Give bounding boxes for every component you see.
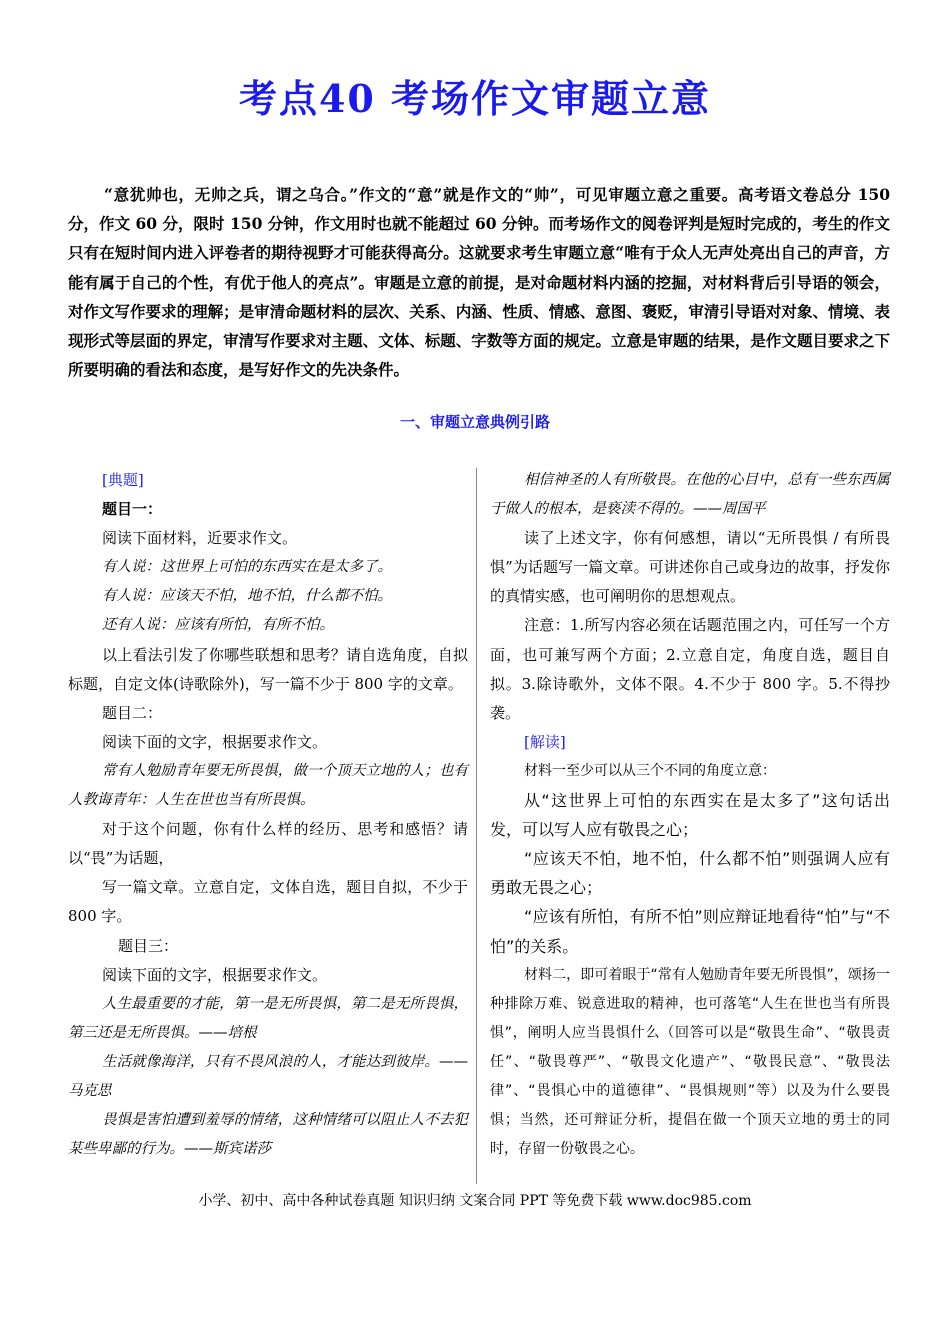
left-column	[68, 466, 468, 1164]
page-footer: 小学、初中、高中各种试卷真题 知识归纳 文案合同 PPT 等免费下载 www.doc985.com	[198, 1193, 752, 1209]
analysis-line-1: 材料一至少可以从三个不同的角度立意：	[524, 762, 776, 779]
section-heading: 一、审题立意典例引路	[399, 413, 550, 431]
question-1-material-2: 有人说：应该天不怕，地不怕，什么都不怕。	[102, 588, 392, 605]
analysis-line-2: 从“这世界上可怕的东西实在是太多了”这句话出发，可以写人应有敬畏之心；	[490, 791, 890, 840]
intro-text: “意犹帅也，无帅之兵，谓之乌合。”作文的“意”就是作文的“帅”，可见审题立意之重要。高考语文卷总分 150 分，作文 60 分，限时 150 分钟，作文用时也就不能超过 60 分钟。而考场作文的阅卷评判是短时完成的，考生的作文只有在短时间内进入评卷者的期待视野才可能获得高分。这就要求考生审题立意“唯有于众人无声处亮出自己的声音，方能有属于自己的个性，有优于他人的亮点”。审题是立意的前提，是对命题材料内涵的挖掘，对材料背后引导语的领会，对作文写作要求的理解；是审清命题材料的层次、关系、内涵、性质、情感、意图、褒贬，审清引导语对对象、情境、表现形式等层面的界定，审清写作要求对主题、文体、标题、字数等方面的规定。立意是审题的结果，是作文题目要求之下所要明确的看法和态度，是写好作文的先决条件。	[68, 185, 890, 380]
question-2-material: 常有人勉励青年要无所畏惧，做一个顶天立地的人；也有人教诲青年：人生在世也当有所畏惧。	[68, 762, 468, 809]
example-tag: [典题]	[102, 471, 144, 489]
question-3-quote-zhou: 相信神圣的人有所敬畏。在他的心目中，总有一些东西属于做人的根本，是亵渎不得的。——周国平	[490, 472, 890, 518]
question-2-question: 对于这个问题，你有什么样的经历、思考和感悟？请以“畏”为话题，	[68, 820, 468, 868]
question-3-instruction: 阅读下面的文字，根据要求作文。	[102, 965, 328, 984]
page-title: 考点40 考场作文审题立意	[238, 76, 712, 121]
question-3-label: 题目三：	[118, 936, 179, 955]
question-1-requirement: 以上看法引发了你哪些联想和思考？请自选角度，自拟标题，自定文体(诗歌除外)，写一篇不少于 800 字的文章。	[68, 645, 468, 693]
question-3-requirement: 读了上述文字，你有何感想，请以“无所畏惧 / 有所畏惧”为话题写一篇文章。可讲述你自己或身边的故事，抒发你的真情实感，也可阐明你的思想观点。	[490, 529, 890, 606]
question-1-instruction: 阅读下面材料，近要求作文。	[102, 529, 298, 548]
question-1-material-1: 有人说：这世界上可怕的东西实在是太多了。	[102, 559, 392, 576]
column-divider	[476, 468, 477, 1184]
intro-paragraph	[68, 180, 890, 384]
question-3-quote-bacon: 人生最重要的才能，第一是无所畏惧，第二是无所畏惧，第三还是无所畏惧。——培根	[68, 995, 468, 1041]
right-column	[490, 466, 890, 1164]
question-3-note: 注意：1.所写内容必须在话题范围之内，可任写一个方面，也可兼写两个方面；2.立意自定，角度自选，题目自拟。3.除诗歌外，文体不限。4.不少于 800 字。5.不得抄袭。	[490, 616, 890, 722]
analysis-line-3: “应该天不怕，地不怕，什么都不怕”则强调人应有勇敢无畏之心；	[490, 849, 890, 898]
question-1-label: 题目一：	[102, 500, 163, 519]
analysis-tag: [解读]	[524, 732, 566, 751]
analysis-line-5: 材料二，即可着眼于“常有人勉励青年要无所畏惧”，颂扬一种排除万难、锐意进取的精神，也可落笔“人生在世也当有所畏惧”，阐明人应当畏惧什么（回答可以是“敬畏生命”、“敬畏责任”、“敬畏尊严”、“敬畏文化遗产”、“敬畏民意”、“敬畏法律”、“畏惧心中的道德律”、“畏惧规则”等）以及为什么要畏惧；当然，还可辩证分析，提倡在做一个顶天立地的勇士的同时，存留一份敬畏之心。	[490, 966, 890, 1158]
question-1-material-3: 还有人说：应该有所怕，有所不怕。	[102, 617, 334, 634]
question-3-quote-marx: 生活就像海洋，只有不畏风浪的人，才能达到彼岸。——马克思	[68, 1053, 468, 1099]
question-2-label: 题目二：	[102, 703, 163, 722]
question-3-quote-spinoza: 畏惧是害怕遭到羞辱的情绪，这种情绪可以阻止人不去犯某些卑鄙的行为。——斯宾诺莎	[68, 1112, 468, 1158]
question-2-instruction: 阅读下面的文字，根据要求作文。	[102, 732, 328, 751]
analysis-line-4: “应该有所怕，有所不怕”则应辩证地看待“怕”与“不怕”的关系。	[490, 907, 890, 956]
question-2-requirement: 写一篇文章。立意自定，文体自选，题目自拟，不少于 800 字。	[68, 878, 468, 926]
